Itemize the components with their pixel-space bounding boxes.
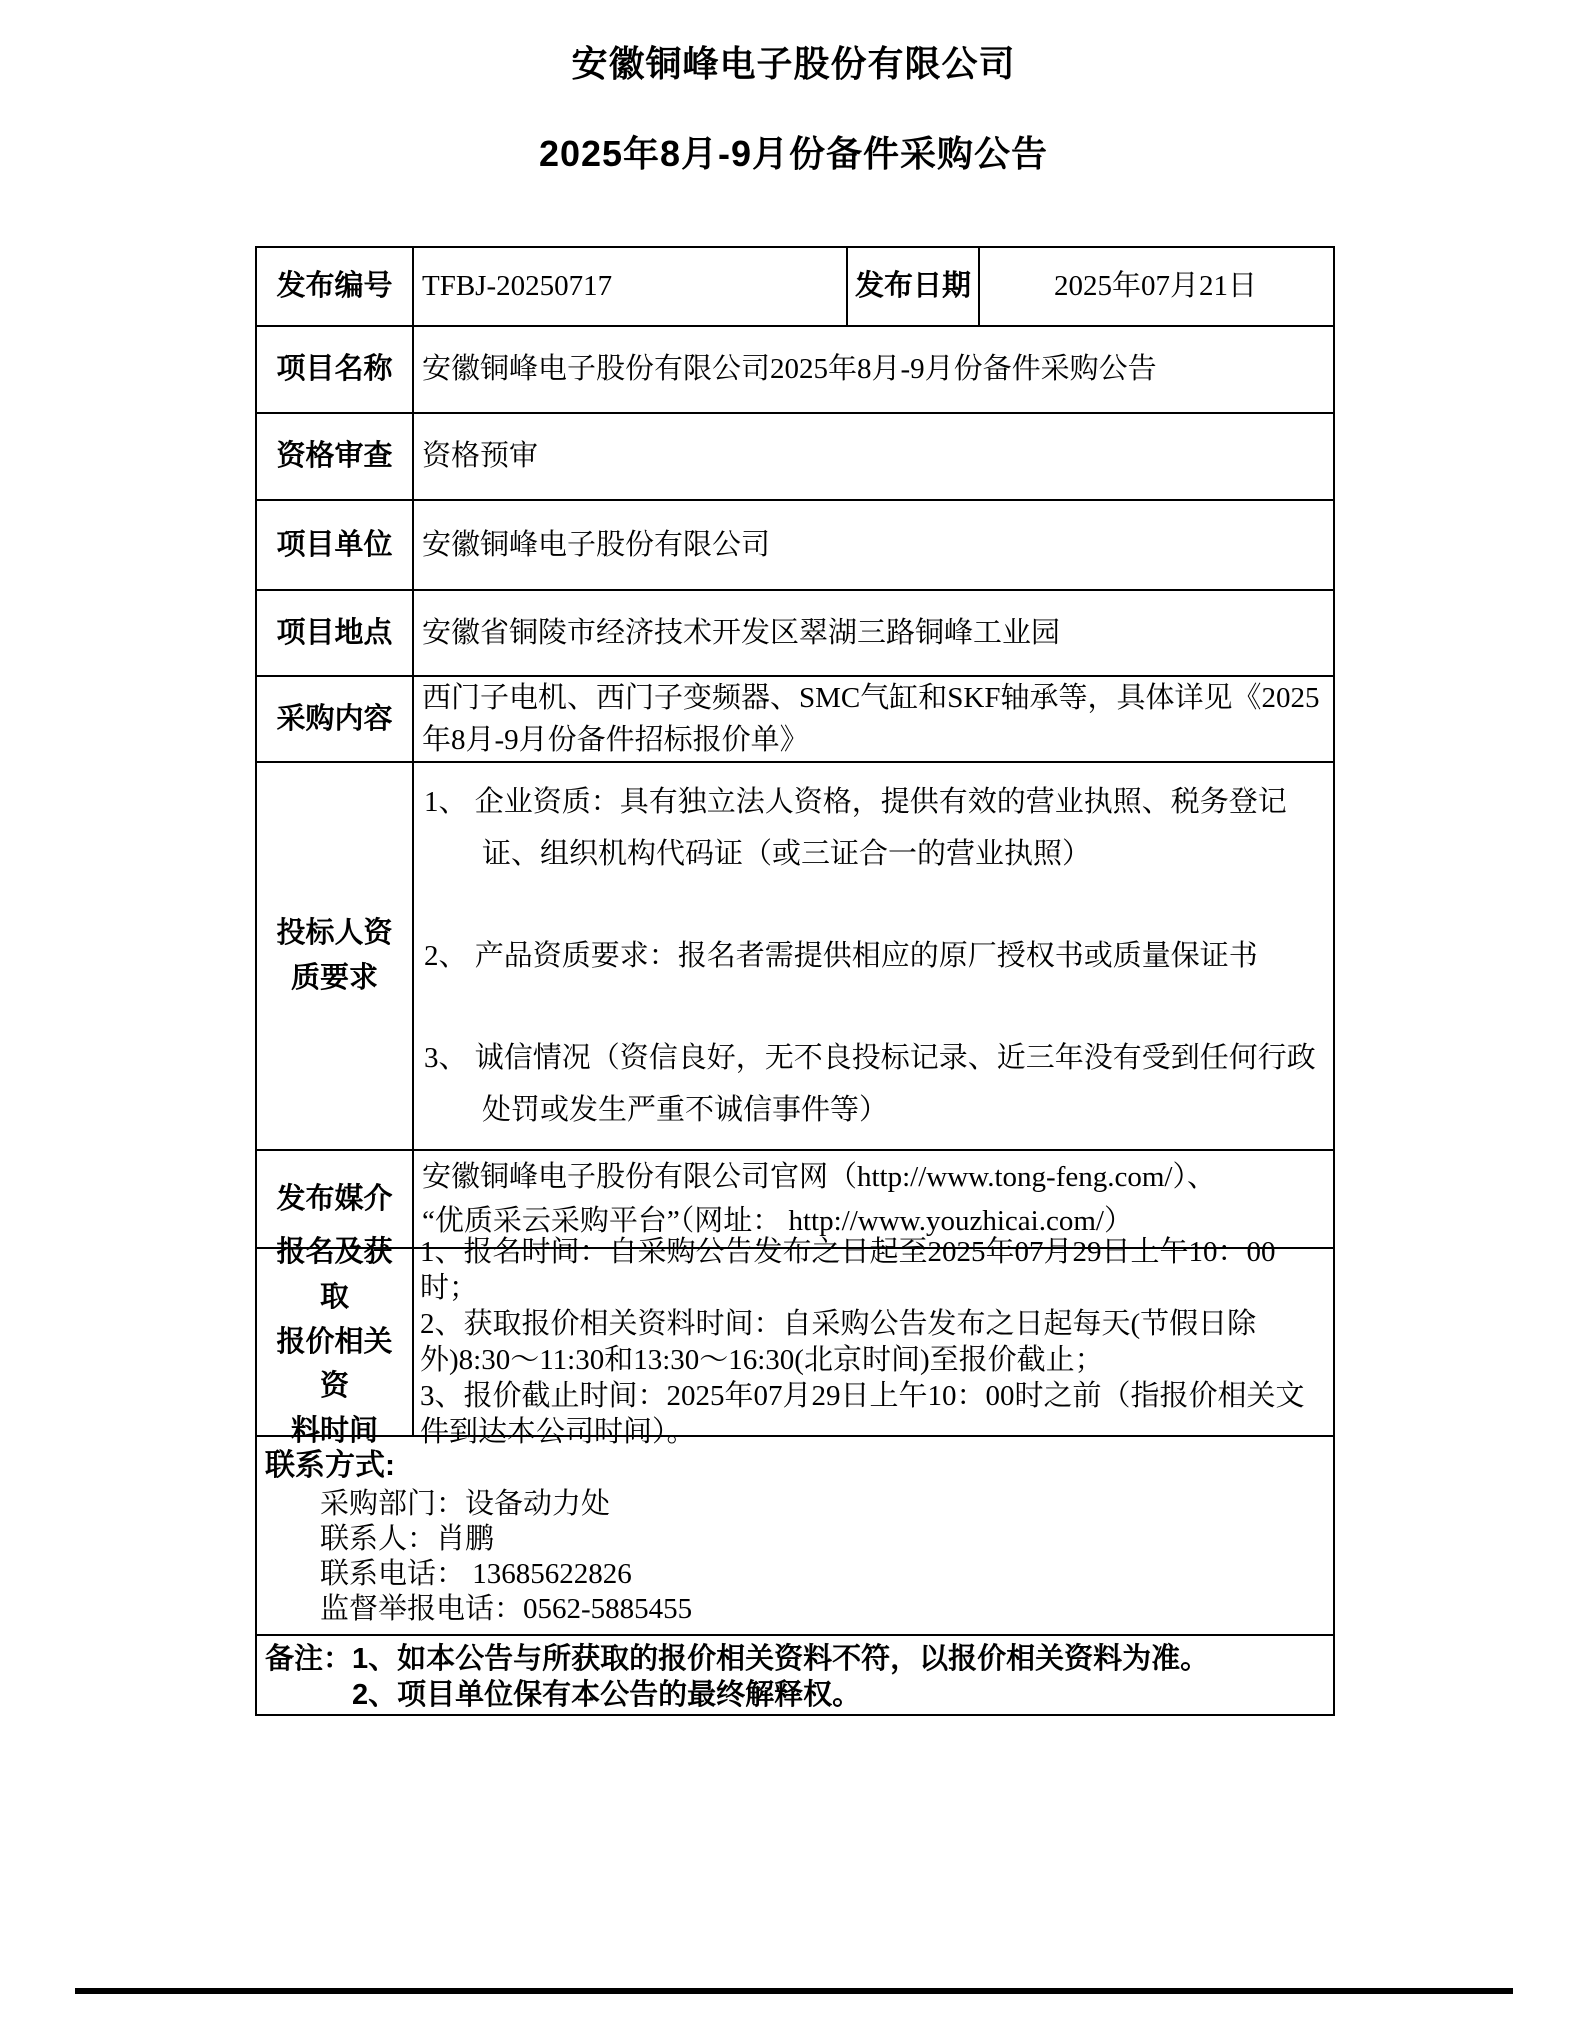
qualification-item-1: 1、 企业资质：具有独立法人资格，提供有效的营业执照、税务登记证、组织机构代码证（或三证合一的营业执照） <box>424 785 1287 870</box>
publish-media-line2: “优质采云采购平台”（网址： http://www.youzhicai.com/） <box>422 1205 1133 1237</box>
procurement-content-label: 采购内容 <box>276 702 393 735</box>
table-row-bidder-qualification <box>257 761 1333 1149</box>
table-row-qualification-review <box>257 412 1333 499</box>
remarks-section <box>255 1636 1335 1716</box>
publish-media-value <box>412 1151 1333 1247</box>
publish-date-value: 2025年07月21日 <box>978 248 1333 325</box>
table-row-procurement-content <box>257 675 1333 761</box>
qualification-review-value: 资格预审 <box>412 414 1333 499</box>
qualification-item-3: 3、 诚信情况（资信良好，无不良投标记录、近三年没有受到任何行政处罚或发生严重不诚信事件等） <box>424 1042 1316 1127</box>
remarks-prefix: 备注： <box>265 1643 353 1675</box>
table-row-project-name <box>257 325 1333 412</box>
schedule-label-line1: 报名及获取 <box>276 1235 393 1313</box>
table-row-schedule <box>257 1235 1333 1448</box>
project-unit-label: 项目单位 <box>276 528 393 561</box>
project-unit-value: 安徽铜峰电子股份有限公司 <box>412 501 1333 589</box>
project-location-value: 安徽省铜陵市经济技术开发区翠湖三路铜峰工业园 <box>412 591 1333 675</box>
schedule-value <box>412 1236 1333 1448</box>
publish-no-value: TFBJ-20250717 <box>412 248 846 325</box>
main-table <box>255 246 1335 1448</box>
remark-line-1 <box>265 1641 1323 1677</box>
contact-section <box>255 1437 1335 1636</box>
contact-heading: 联系方式: <box>265 1449 395 1482</box>
publish-media-line1: 安徽铜峰电子股份有限公司官网（http://www.tong-feng.com/）、 <box>422 1161 1216 1193</box>
publish-date-label: 发布日期 <box>846 248 978 325</box>
bidder-qualification-value <box>412 763 1333 1149</box>
table-row-project-unit <box>257 499 1333 589</box>
document-subtitle: 2025年8月-9月份备件采购公告 <box>538 133 1049 174</box>
project-name-label: 项目名称 <box>276 353 393 386</box>
procurement-content-value: 西门子电机、西门子变频器、SMC气缸和SKF轴承等，具体详见《2025年8月-9月份备件招标报价单》 <box>412 677 1333 761</box>
schedule-item-2: 2、获取报价相关资料时间：自采购公告发布之日起每天(节假日除外)8:30～11:30和13:30～16:30(北京时间)至报价截止； <box>420 1308 1257 1376</box>
footer-divider <box>75 1988 1513 1994</box>
project-name-value: 安徽铜峰电子股份有限公司2025年8月-9月份备件采购公告 <box>412 327 1333 412</box>
remark-item-1: 1、如本公告与所获取的报价相关资料不符，以报价相关资料为准。 <box>352 1643 1210 1675</box>
announcement-table <box>255 246 1335 1716</box>
table-row-publish-media <box>257 1149 1333 1247</box>
schedule-item-1: 1、报名时间：自采购公告发布之日起至2025年07月29日上午10：00时； <box>420 1236 1276 1304</box>
qualification-item-2: 2、 产品资质要求：报名者需提供相应的原厂授权书或质量保证书 <box>424 939 1258 972</box>
contact-department: 采购部门：设备动力处 <box>320 1488 611 1520</box>
contact-person: 联系人：肖鹏 <box>320 1523 495 1555</box>
table-row-project-location <box>257 589 1333 675</box>
schedule-label-line3: 料时间 <box>290 1415 378 1448</box>
contact-phone: 联系电话： 13685622826 <box>320 1558 632 1590</box>
publish-media-label: 发布媒介 <box>276 1182 393 1215</box>
schedule-label-line2: 报价相关资 <box>276 1325 393 1403</box>
table-row-publish <box>257 248 1333 325</box>
qualification-review-label: 资格审查 <box>276 440 393 473</box>
project-location-label: 项目地点 <box>276 616 393 649</box>
publish-no-label: 发布编号 <box>276 270 393 303</box>
schedule-item-3: 3、报价截止时间：2025年07月29日上午10：00时之前（指报价相关文件到达本公司时间）。 <box>420 1380 1305 1448</box>
remark-item-2: 2、项目单位保有本公告的最终解释权。 <box>352 1679 862 1711</box>
contact-supervision-phone: 监督举报电话：0562-5885455 <box>320 1593 693 1625</box>
bidder-qualification-label-line1: 投标人资 <box>276 917 393 950</box>
bidder-qualification-label <box>257 763 412 1149</box>
document-title: 安徽铜峰电子股份有限公司 <box>571 43 1016 84</box>
schedule-label <box>257 1235 412 1448</box>
bidder-qualification-label-line2: 质要求 <box>290 962 378 994</box>
